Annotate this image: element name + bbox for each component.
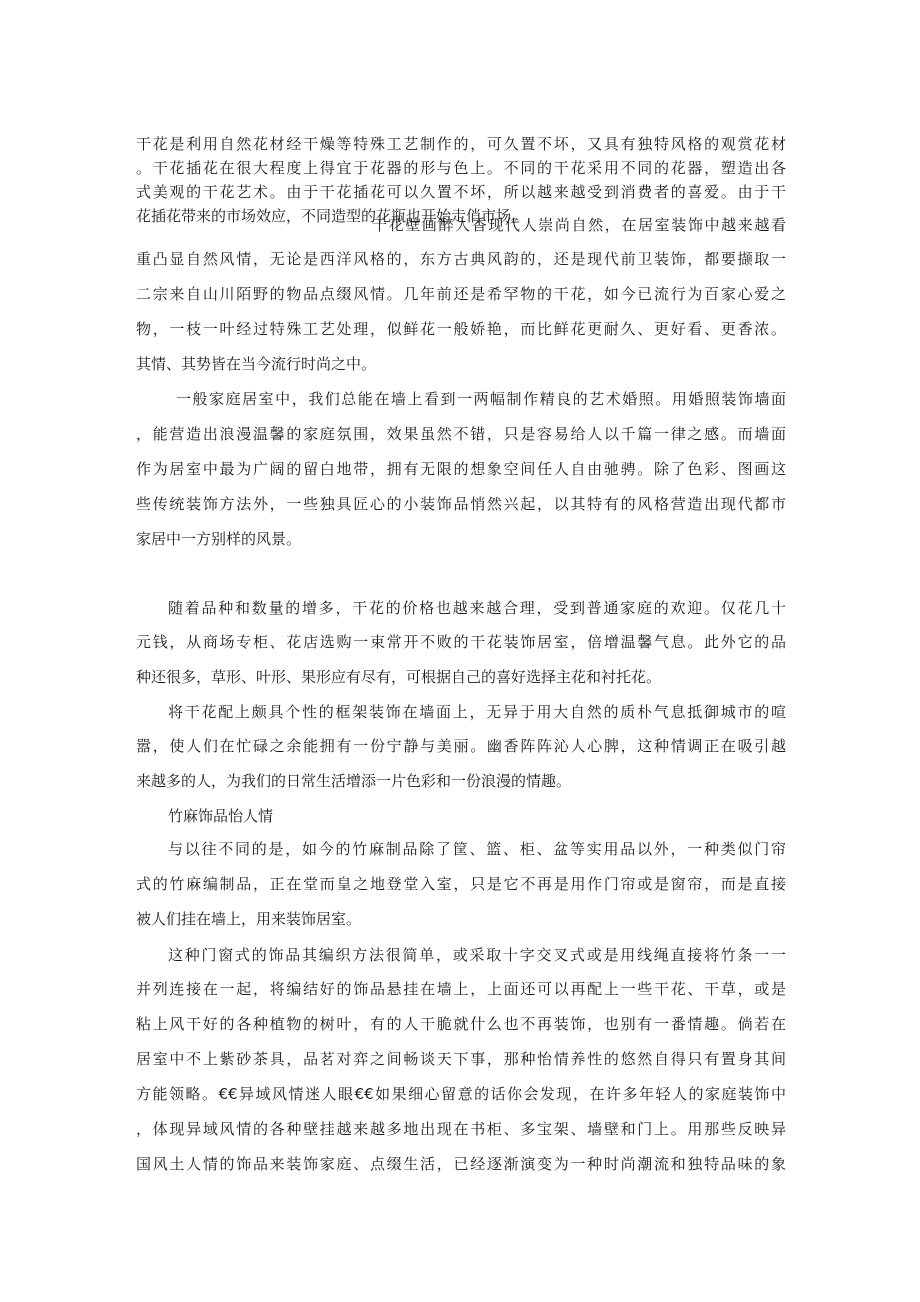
text-line: 国风土人情的饰品来装饰家庭、点缀生活，已经逐渐演变为一种时尚潮流和独特品味的象 <box>136 1155 786 1173</box>
text-line: 些传统装饰方法外，一些独具匠心的小装饰品悄然兴起，以其特有的风格营造出现代都市 <box>136 495 786 513</box>
text-line: 一般家庭居室中，我们总能在墙上看到一两幅制作精良的艺术婚照。用婚照装饰墙面 <box>176 390 786 408</box>
text-line: 随着品种和数量的增多，干花的价格也越来越合理，受到普通家庭的欢迎。仅花几十 <box>168 599 786 617</box>
text-line: 粘上风干好的各种植物的树叶，有的人干脆就什么也不再装饰，也别有一番情趣。倘若在 <box>136 1015 786 1033</box>
text-line: 方能领略。€€异域风情迷人眼€€如果细心留意的话你会发现，在许多年轻人的家庭装饰中 <box>136 1085 786 1103</box>
text-line: 种还很多，草形、叶形、果形应有尽有，可根据自己的喜好选择主花和衬托花。 <box>136 668 662 686</box>
section-title: 竹麻饰品怡人情 <box>168 807 274 825</box>
text-line: ，能营造出浪漫温馨的家庭氛围，效果虽然不错，只是容易给人以千篇一律之感。而墙面 <box>136 425 786 443</box>
text-line: 与以往不同的是，如今的竹麻制品除了筐、篮、柜、盆等实用品以外，一种类似门帘 <box>168 840 786 858</box>
text-line: ，体现异域风情的各种壁挂越来越多地出现在书柜、多宝架、墙壁和门上。用那些反映异 <box>136 1120 786 1138</box>
text-line: 家居中一方别样的风景。 <box>136 530 302 548</box>
text-line: 嚣，使人们在忙碌之余能拥有一份宁静与美丽。幽香阵阵沁人心脾，这种情调正在吸引越 <box>136 737 786 755</box>
text-line: 重凸显自然风情，无论是西洋风格的，东方古典风韵的，还是现代前卫装饰，都要撷取一 <box>136 250 786 268</box>
text-line: 二宗来自山川陌野的物品点缀风情。几年前还是希罕物的干花，如今已流行为百家心爱之 <box>136 285 786 303</box>
text-line: 其情、其势皆在当今流行时尚之中。 <box>136 355 377 373</box>
text-line: 居室中不上紫砂茶具，品茗对弈之间畅谈天下事，那种怡情养性的悠然自得只有置身其间 <box>136 1050 786 1068</box>
text-line: 。干花插花在很大程度上得宜于花器的形与色上。不同的干花采用不同的花器，塑造出各 <box>136 159 786 177</box>
text-line: 花插花带来的市场效应，不同造型的花瓶也开始走俏市场。 <box>136 207 527 225</box>
text-line: 物，一枝一叶经过特殊工艺处理，似鲜花一般娇艳，而比鲜花更耐久、更好看、更香浓。 <box>136 320 786 338</box>
text-line: 来越多的人，为我们的日常生活增添一片色彩和一份浪漫的情趣。 <box>136 772 572 790</box>
section-heading-inline: 干花壁画醉人香现代人崇尚自然，在居室装饰中越来越看 <box>372 216 786 234</box>
text-line: 干花是利用自然花材经干燥等特殊工艺制作的，可久置不坏，又具有独特风格的观赏花材 <box>136 135 786 153</box>
text-line: 将干花配上颇具个性的框架装饰在墙面上，无异于用大自然的质朴气息抵御城市的喧 <box>168 703 786 721</box>
text-line: 式美观的干花艺术。由于干花插花可以久置不坏，所以越来越受到消费者的喜爱。由于干 <box>136 183 786 201</box>
text-line: 作为居室中最为广阔的留白地带，拥有无限的想象空间任人自由驰骋。除了色彩、图画这 <box>136 460 786 478</box>
text-line: 元钱，从商场专柜、花店选购一束常开不败的干花装饰居室，倍增温馨气息。此外它的品 <box>136 633 786 651</box>
text-line: 被人们挂在墙上，用来装饰居室。 <box>136 910 362 928</box>
text-line: 式的竹麻编制品，正在堂而皇之地登堂入室，只是它不再是用作门帘或是窗帘，而是直接 <box>136 875 786 893</box>
text-line: 并列连接在一起，将编结好的饰品悬挂在墙上，上面还可以再配上一些干花、干草，或是 <box>136 980 786 998</box>
text-line: 这种门窗式的饰品其编织方法很简单，或采取十字交叉式或是用线绳直接将竹条一一 <box>168 946 786 964</box>
